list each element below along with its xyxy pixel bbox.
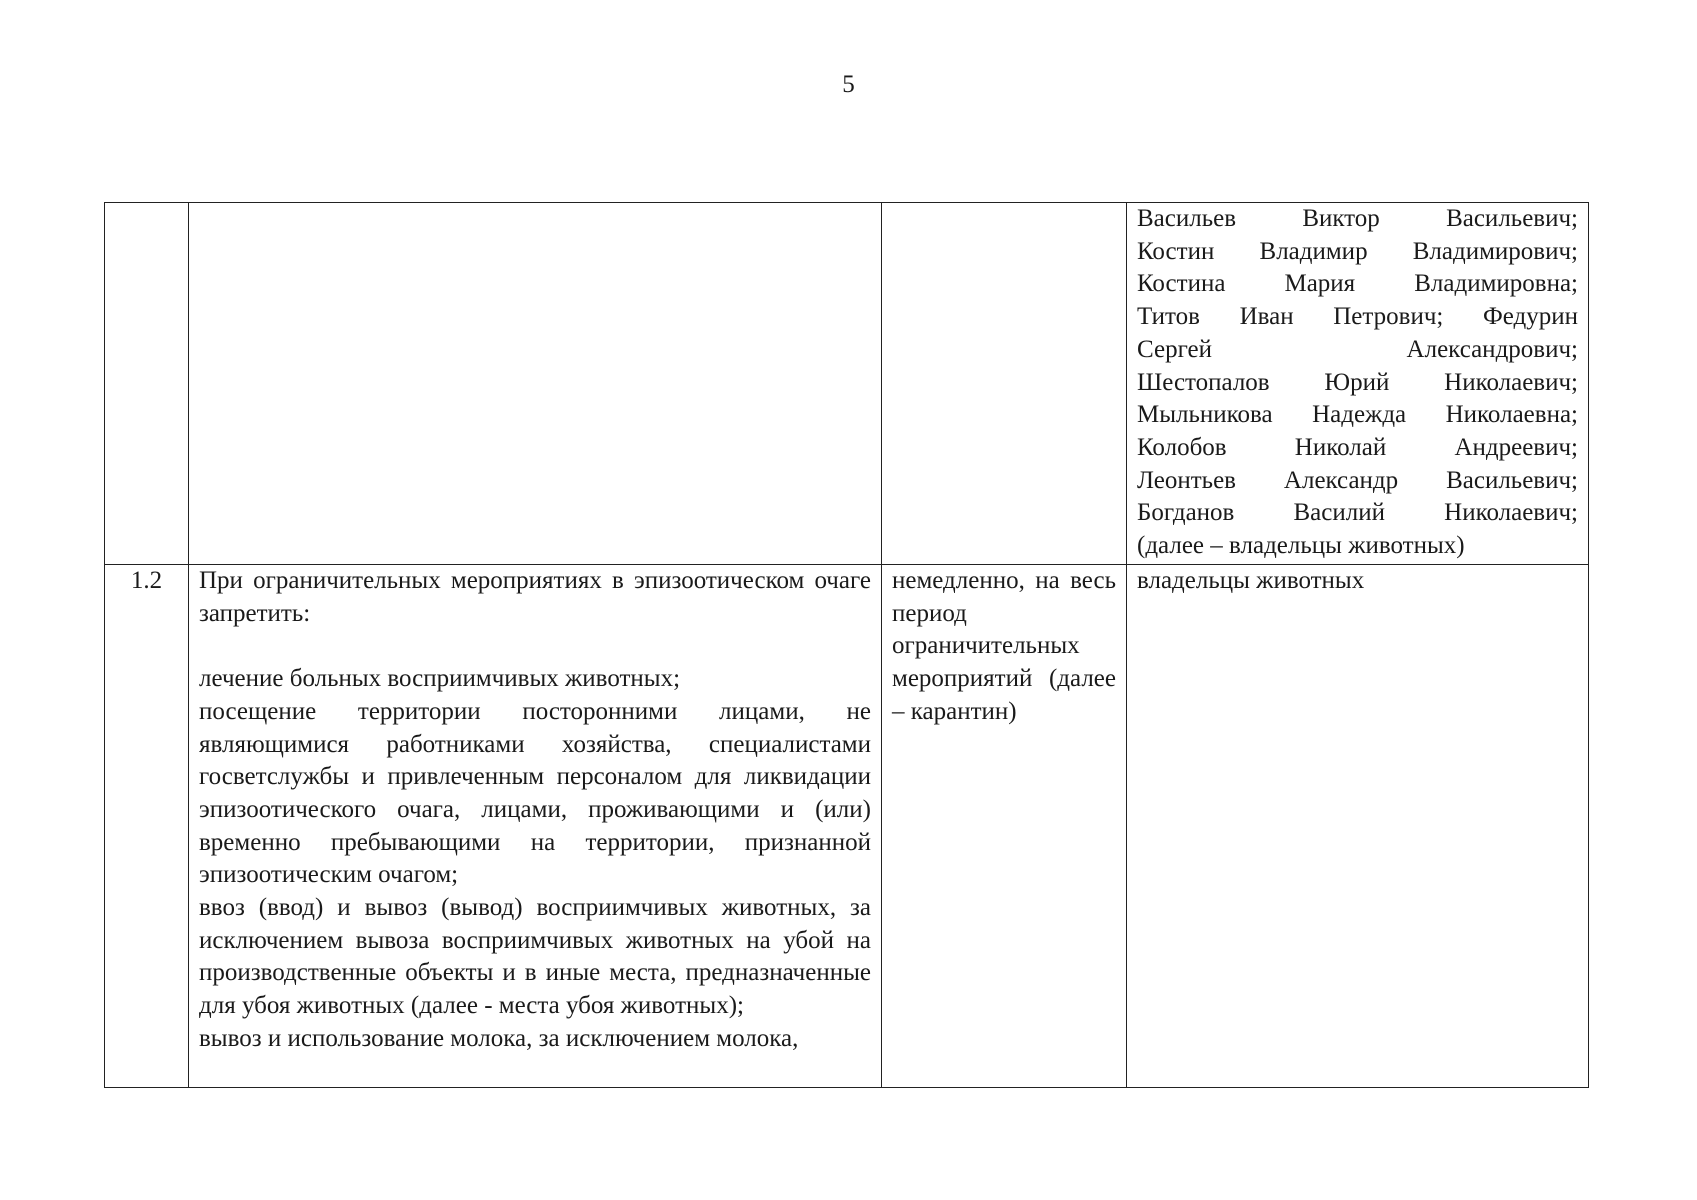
measure-item: посещение территории посторонними лицами, не являющимися работниками хозяйства, специалистами госветслужбы и привлеченным персоналом для ликвидации эпизоотического очага, лицами, проживающими и (или) временно пребывающими на территории, признанной эпизоотическим очагом; bbox=[199, 697, 871, 889]
responsible-line: Титов Иван Петрович; Федурин bbox=[1137, 303, 1578, 331]
responsible-line: Колобов Николай Андреевич; bbox=[1137, 433, 1578, 461]
cell-term: немедленно, на весь период ограничительных мероприятий (далее – карантин) bbox=[882, 565, 1127, 1088]
measure-intro: При ограничительных мероприятиях в эпизоотическом очаге запретить: bbox=[199, 567, 871, 627]
cell-term-empty bbox=[882, 203, 1127, 565]
cell-measure-empty bbox=[189, 203, 882, 565]
cell-measure-text bbox=[189, 565, 882, 1088]
measure-item: лечение больных восприимчивых животных; bbox=[199, 665, 681, 693]
cell-responsible-list bbox=[1127, 203, 1589, 565]
responsible-line: Васильев Виктор Васильевич; bbox=[1137, 205, 1578, 232]
responsible-line: Сергей Александрович; bbox=[1137, 335, 1578, 363]
blank-line bbox=[199, 630, 871, 663]
measure-item: вывоз и использование молока, за исключением молока, bbox=[199, 1024, 799, 1052]
responsible-line: (далее – владельцы животных) bbox=[1137, 532, 1465, 560]
measure-item: ввоз (ввод) и вывоз (вывод) восприимчивых животных, за исключением вывоза восприимчивых животных на убой на производственные объекты и в иные места, предназначенные для убоя животных (далее - места убоя животных); bbox=[199, 894, 871, 1020]
responsible-line: Леонтьев Александр Васильевич; bbox=[1137, 466, 1578, 494]
cell-responsible: владельцы животных bbox=[1127, 565, 1589, 1088]
measures-table bbox=[104, 202, 1589, 1088]
responsible-line: Шестопалов Юрий Николаевич; bbox=[1137, 368, 1578, 396]
responsible-line: Богданов Василий Николаевич; bbox=[1137, 499, 1578, 527]
responsible-line: Костин Владимир Владимирович; bbox=[1137, 237, 1578, 265]
page-number: 5 bbox=[842, 71, 855, 98]
table-row-continuation bbox=[105, 203, 1589, 565]
cell-item-number: 1.2 bbox=[105, 565, 189, 1088]
cell-number-empty bbox=[105, 203, 189, 565]
responsible-line: Костина Мария Владимировна; bbox=[1137, 270, 1578, 298]
responsible-line: Мыльникова Надежда Николаевна; bbox=[1137, 401, 1578, 429]
table-row-1-2 bbox=[105, 565, 1589, 1088]
